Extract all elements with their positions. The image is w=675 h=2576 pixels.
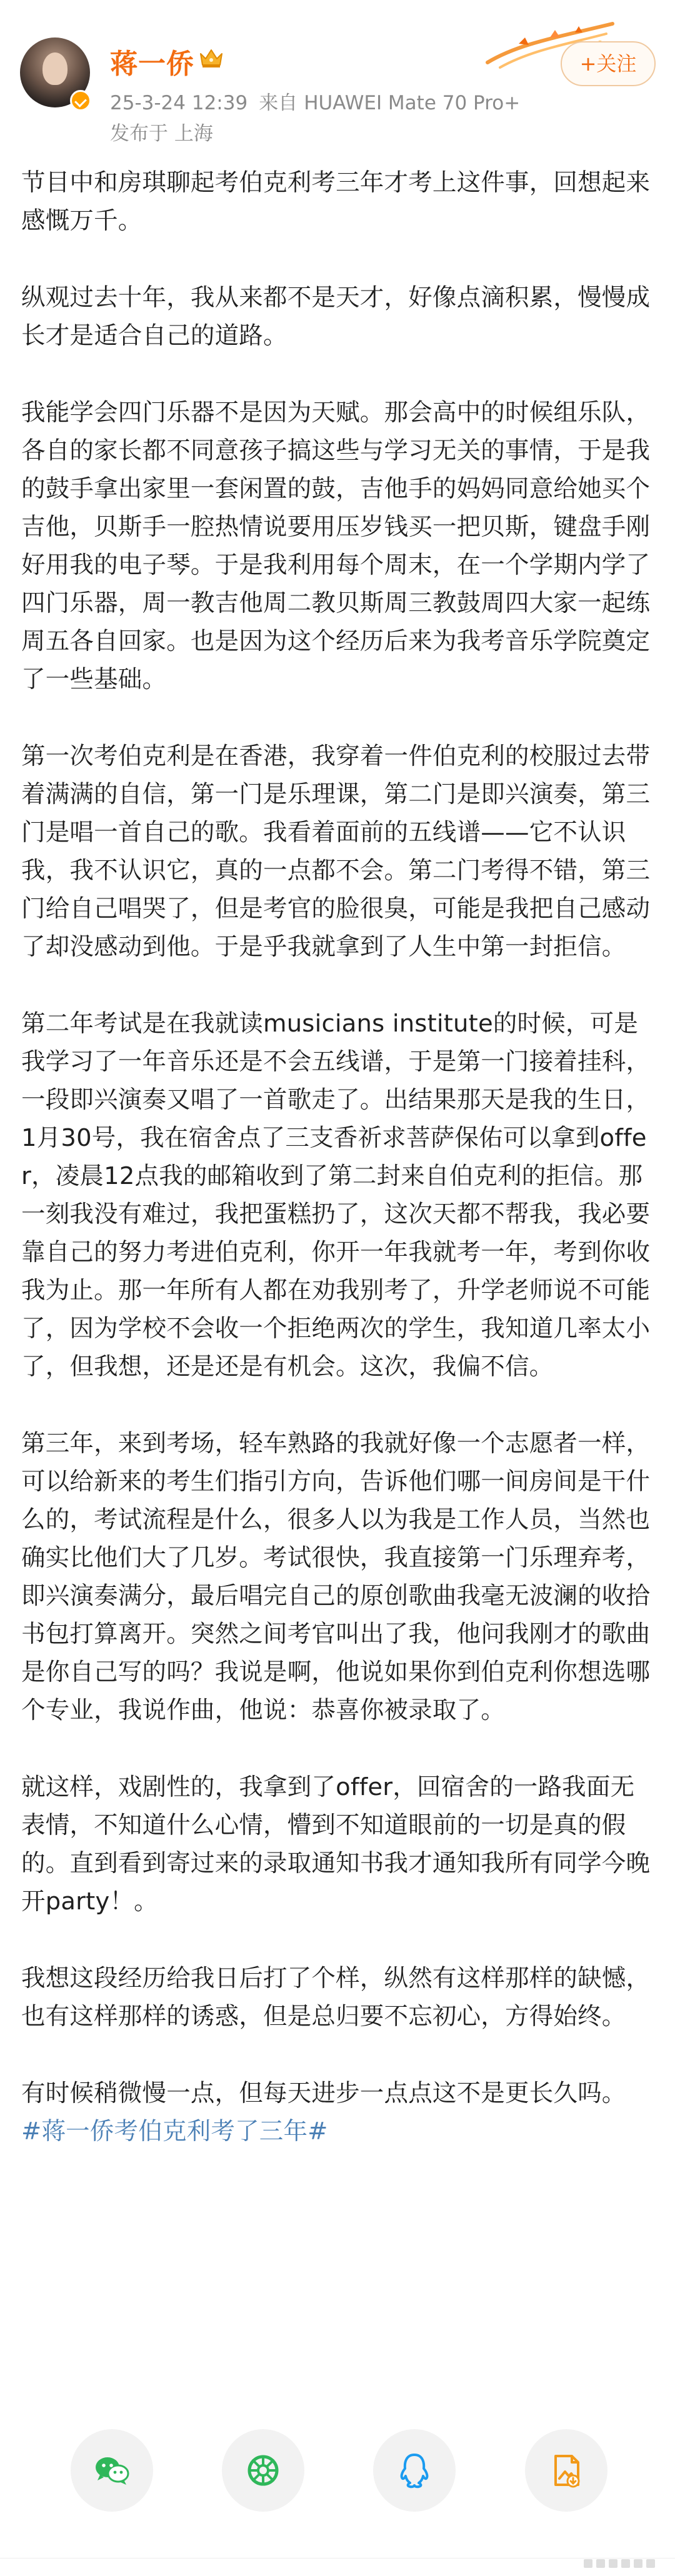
hashtag-link[interactable]: #蒋一侨考伯克利考了三年#	[21, 2117, 328, 2146]
post-paragraph: 第一次考伯克利是在香港，我穿着一件伯克利的校服过去带着满满的自信，第一门是乐理课，第二门是即兴演奏，第三门是唱一首自己的歌。我看着面前的五线谱——它不认识我，我不认识它，真的一点都不会。第二门考得不错，第三门给自己唱哭了，但是考官的脸很臭，可能是我把自己感动了却没感动到他。于是乎我就拿到了人生中第一封拒信。	[21, 742, 651, 961]
avatar-face	[42, 52, 68, 85]
post-paragraph: 纵观过去十年，我从来都不是天才，好像点滴积累，慢慢成长才是适合自己的道路。	[21, 284, 651, 350]
username[interactable]: 蒋一侨	[110, 48, 194, 80]
verified-badge-icon	[70, 90, 91, 111]
post-header	[0, 0, 675, 156]
post-source-prefix: 来自	[259, 92, 298, 114]
post-paragraph: 我想这段经历给我日后打了个样，纵然有这样那样的缺憾，也有这样那样的诱惑，但是总归要不忘初心，方得始终。	[21, 1964, 651, 2031]
post-paragraph: 就这样，戏剧性的，我拿到了offer，回宿舍的一路我面无表情，不知道什么心情，懵到不知道眼前的一切是真的假的。直到看到寄过来的录取通知书我才通知我所有同学今晚开party！。	[21, 1773, 651, 1916]
follow-button[interactable]: +关注	[561, 41, 656, 86]
share-wechat-button[interactable]	[71, 2429, 153, 2512]
post-paragraph: 第三年，来到考场，轻车熟路的我就好像一个志愿者一样，可以给新来的考生们指引方向，告诉他们哪一间房间是干什么的，考试流程是什么，很多人以为我是工作人员，当然也确实比他们大了几岁。考试很快，我直接第一门乐理弃考，即兴演奏满分，最后唱完自己的原创歌曲我毫无波澜的收拾书包打算离开。突然之间考官叫出了我，他问我刚才的歌曲是你自己写的吗？我说是啊，他说如果你到伯克利你想选哪个专业，我说作曲，他说：恭喜你被录取了。	[21, 1430, 651, 1724]
post-content	[21, 164, 654, 2151]
post-location: 发布于 上海	[110, 122, 213, 145]
qq-icon	[394, 2450, 435, 2491]
post-source-device: HUAWEI Mate 70 Pro+	[304, 92, 521, 114]
crown-icon	[199, 47, 224, 69]
share-bar	[0, 2429, 675, 2517]
moments-icon	[242, 2450, 284, 2491]
post-paragraph: 节目中和房琪聊起考伯克利考三年才考上这件事，回想起来感慨万千。	[21, 169, 651, 235]
save-image-icon	[546, 2450, 587, 2491]
post-meta	[110, 87, 531, 115]
post-paragraph: 第二年考试是在我就读musicians institute的时候，可是我学习了一年音乐还是不会五线谱，于是第一门接着挂科，一段即兴演奏又唱了一首歌走了。出结果那天是我的生日，1月30号，我在宿舍点了三支香祈求菩萨保佑可以拿到offer，凌晨12点我的邮箱收到了第二封来自伯克利的拒信。那一刻我没有难过，我把蛋糕扔了，这次天都不帮我，我必要靠自己的努力考进伯克利，你开一年我就考一年，考到你收我为止。那一年所有人都在劝我别考了，升学老师说不可能了，因为学校不会收一个拒绝两次的学生，我知道几率太小了，但我想，还是还是有机会。这次，我偏不信。	[21, 1010, 651, 1381]
post-paragraph: 有时候稍微慢一点，但每天进步一点点这不是更长久吗。	[21, 2079, 626, 2107]
wechat-icon	[91, 2450, 132, 2491]
post-timestamp: 25-3-24 12:39	[110, 92, 248, 114]
user-avatar[interactable]	[20, 37, 90, 107]
save-image-button[interactable]	[525, 2429, 608, 2512]
share-qq-button[interactable]	[373, 2429, 456, 2512]
share-moments-button[interactable]	[222, 2429, 304, 2512]
watermark-icon	[584, 2555, 658, 2572]
post-paragraph: 我能学会四门乐器不是因为天赋。那会高中的时候组乐队，各自的家长都不同意孩子搞这些与学习无关的事情，于是我的鼓手拿出家里一套闲置的鼓，吉他手的妈妈同意给她买个吉他，贝斯手一腔热情说要用压岁钱买一把贝斯，键盘手刚好用我的电子琴。于是我利用每个周末，在一个学期内学了四门乐器，周一教吉他周二教贝斯周三教鼓周四大家一起练周五各自回家。也是因为这个经历后来为我考音乐学院奠定了一些基础。	[21, 399, 651, 694]
bottom-divider	[0, 2558, 675, 2576]
